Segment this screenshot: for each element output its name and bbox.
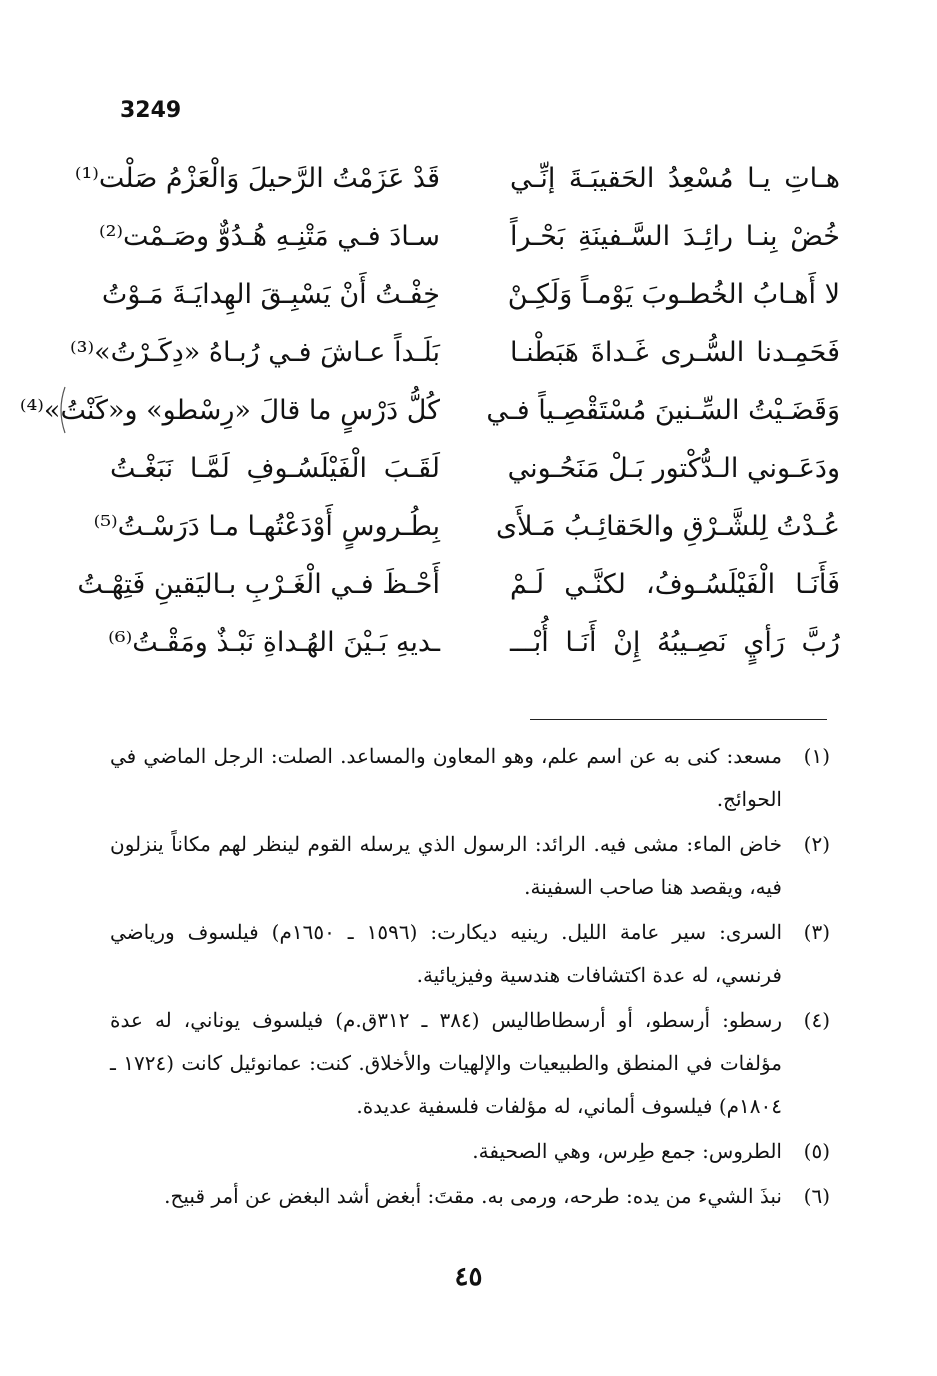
verse-first-hemistich: عُـدْتُ لِلشَّـرْقِ والحَقائِـبُ مَـلأَى bbox=[496, 511, 840, 542]
footnote bbox=[110, 911, 830, 997]
verse-first-hemistich: وَقَضَـيْتُ السِّـنينَ مُسْتَقْصِـياً فـي bbox=[486, 395, 840, 426]
verse-second-hemistich: بِطُـروسٍ أَوْدَعْتُهـا مـا دَرَسْـتُ⁽⁵⁾ bbox=[93, 511, 440, 542]
poem-verse bbox=[110, 614, 840, 672]
footnote-text: السرى: سير عامة الليل. رينيه ديكارت: (١٥٩٦ ـ ١٦٥٠م) فيلسوف ورياضي فرنسي، له عدة اكتشافات هندسية وفيزيائية. bbox=[110, 920, 783, 987]
margin-bracket-mark bbox=[55, 385, 69, 435]
footnote bbox=[110, 735, 830, 821]
poem-verse bbox=[98, 208, 840, 266]
footnote-text: الطروس: جمع طِرس، وهي الصحيفة. bbox=[472, 1139, 782, 1163]
footnote-text: نبذَ الشيء من يده: طرحه، ورمى به. مقتَ: أبغض أشد البغض عن أمر قبيح. bbox=[164, 1184, 782, 1208]
verse-second-hemistich: بَلَـداً عـاشَ فـي رُبـاهُ «دِكَـرْتُ»⁽³⁾ bbox=[70, 337, 440, 368]
verse-first-hemistich: رُبَّ رَأيٍ نَصِـيبُهُ إِنْ أَنَـا أُبْـــ bbox=[510, 627, 840, 658]
verse-second-hemistich: ـديهِ بَـيْنَ الهُـداةِ نَبْـذٌ ومَقْـتُ⁽⁶⁾ bbox=[108, 627, 440, 658]
footnote bbox=[110, 823, 830, 909]
footnote-number: (٥) bbox=[803, 1139, 830, 1163]
verse-second-hemistich: سـادَ فـي مَتْنِـهِ هُـدُوٌّ وصَـمْت⁽²⁾ bbox=[98, 221, 440, 252]
poem-verse bbox=[77, 556, 840, 614]
verse-first-hemistich: فَأَنَـا الْفَيْلَسُـوفُ، لكنَّـي لَـمْ bbox=[510, 569, 840, 600]
footnote bbox=[110, 1175, 830, 1218]
page-number: ٤٥ bbox=[454, 1262, 483, 1292]
footnote bbox=[110, 1130, 830, 1173]
verse-second-hemistich: كُلُّ دَرْسٍ ما قالَ «رِسْطو» و«كَنْتُ»⁽⁴⁾ bbox=[19, 395, 440, 426]
verse-first-hemistich: ودَعَـوني الـدُّكْتور بَـلْ مَنَحُـوني bbox=[507, 453, 840, 484]
footnote-divider bbox=[530, 719, 827, 720]
footnote-text: رسطو: أرسطو، أو أرسطاطاليس (٣٨٤ ـ ٣١٢ق.م) فيلسوف يوناني، له عدة مؤلفات في المنطق والطبيعيات والإلهيات والأخلاق. كنت: عمانوئيل كانت (١٧٢٤ ـ ١٨٠٤م) فيلسوف ألماني، له مؤلفات فلسفية عديدة. bbox=[110, 1008, 782, 1118]
poem-verse bbox=[93, 498, 840, 556]
poem bbox=[19, 150, 840, 672]
footnote-text: مسعد: كنى به عن اسم علم، وهو المعاون والمساعد. الصلت: الرجل الماضي في الحوائج. bbox=[110, 744, 782, 811]
verse-first-hemistich: خُضْ بِنـا رائِـدَ السَّـفينَةِ بَحْـراً bbox=[510, 221, 840, 252]
page-id: 3249 bbox=[120, 98, 182, 123]
footnote bbox=[110, 999, 830, 1128]
verse-second-hemistich: قَدْ عَزَمْتُ الرَّحيلَ وَالْعَزْمُ صَلْت⁽¹⁾ bbox=[74, 163, 440, 194]
poem-verse bbox=[70, 324, 840, 382]
poem-verse bbox=[74, 150, 840, 208]
verse-second-hemistich: أَحْـظَ فـي الْغَـرْبِ بـاليَقينِ فَتِهْـتُ bbox=[77, 569, 440, 600]
verse-second-hemistich: لَقَـبَ الْفَيْلَسُـوفِ لَمَّـا نَبَغْـتُ bbox=[110, 453, 440, 484]
verse-second-hemistich: خِفْـتُ أَنْ يَسْبِـقَ الهِدايَـةَ مَـوْتُ bbox=[101, 279, 440, 310]
footnote-number: (٦) bbox=[803, 1184, 830, 1208]
verse-first-hemistich: فَحَمِـدنا السُّـرى غَـداةَ هَبَطْنـا bbox=[510, 337, 840, 368]
footnote-text: خاض الماء: مشى فيه. الرائد: الرسول الذي يرسله القوم لينظر لهم مكاناً ينزلون فيه، ويقصد هنا صاحب السفينة. bbox=[110, 832, 782, 899]
poem-verse bbox=[110, 440, 840, 498]
verse-first-hemistich: لا أَهـابُ الخُطـوبَ يَوْمـاً وَلَكِـنْ bbox=[507, 279, 840, 310]
footnote-number: (٤) bbox=[803, 1008, 830, 1032]
footnotes bbox=[110, 735, 830, 1220]
poem-verse bbox=[19, 382, 840, 440]
poem-verse bbox=[101, 266, 840, 324]
footnote-number: (٣) bbox=[803, 920, 830, 944]
footnote-number: (١) bbox=[803, 744, 830, 768]
verse-first-hemistich: هـاتِ يـا مُسْعِدُ الحَقيبَـةَ إنِّـي bbox=[510, 163, 840, 194]
footnote-number: (٢) bbox=[803, 832, 830, 856]
